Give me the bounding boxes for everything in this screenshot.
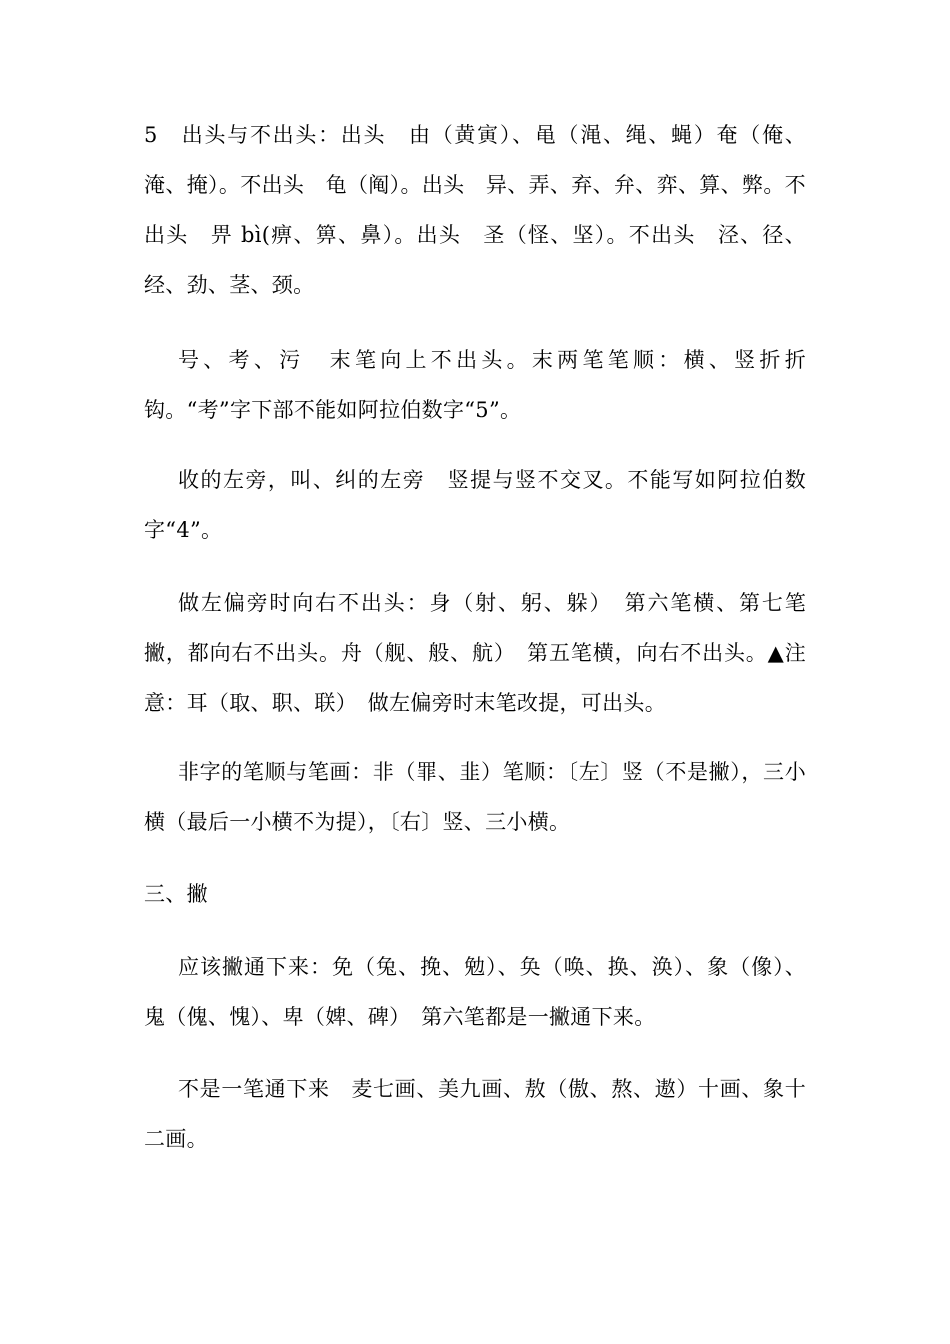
paragraph-zuo-pianpang: 做左偏旁时向右不出头：身（射、躬、躲） 第六笔横、第七笔撇，都向右不出头。舟（舰、般、航） 第五笔横，向右不出头。▲注意：耳（取、职、联） 做左偏旁时末笔改提，可出头。 [144, 591, 806, 715]
paragraph-fei-zi: 非字的笔顺与笔画：非（罪、韭）笔顺：〔左〕竖（不是撇），三小横（最后一小横不为提），〔右〕竖、三小横。 [144, 760, 806, 834]
paragraph-shu-ti: 收的左旁，叫、纠的左旁 竖提与竖不交叉。不能写如阿拉伯数字“4”。 [144, 468, 806, 542]
section-heading-pie: 三、撇 [144, 882, 208, 906]
paragraph-pie-tong: 应该撇通下来：免（兔、挽、勉）、奂（唤、换、涣）、象（像）、鬼（傀、愧）、卑（婢、碑） 第六笔都是一撇通下来。 [144, 955, 806, 1029]
paragraph-chutou: 5 出头与不出头：出头 由（黄寅）、黾（渑、绳、蝇）奄（俺、淹、掩）。不出头 龟（阄）。出头 异、弄、弃、弁、弈、算、弊。不出头 畀 bì(痹、箅、鼻）。出头 圣（怪、坚）。不出头 泾、径、经、劲、茎、颈。 [144, 123, 806, 297]
paragraph-hao-kao-wu: 号、考、污 末笔向上不出头。末两笔笔顺：横、竖折折钩。“考”字下部不能如阿拉伯数字“5”。 [144, 348, 806, 422]
paragraph-bu-shi-yibi: 不是一笔通下来 麦七画、美九画、敖（傲、熬、遨）十画、象十二画。 [144, 1077, 806, 1151]
